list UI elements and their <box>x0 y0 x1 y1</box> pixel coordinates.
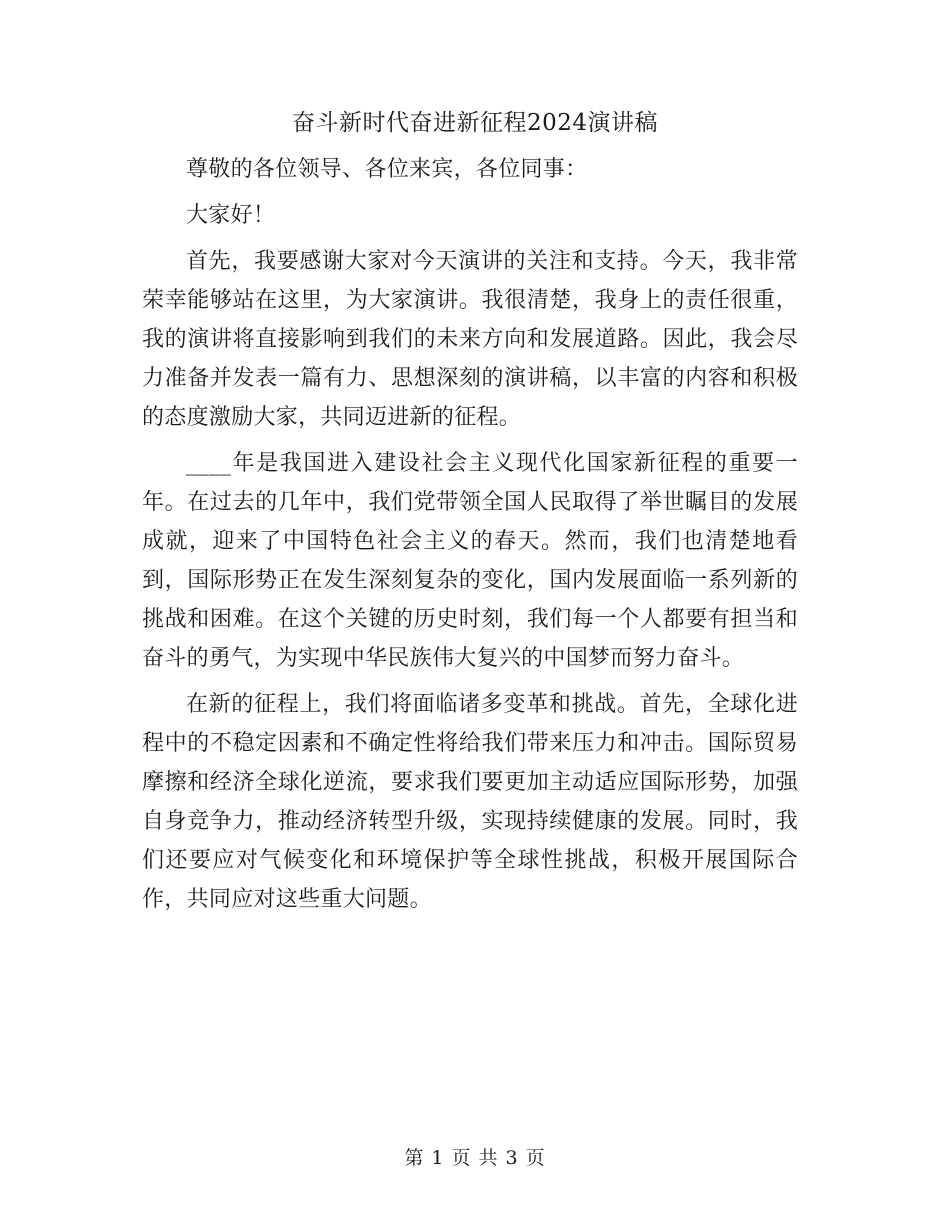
body-paragraph-2: ____年是我国进入建设社会主义现代化国家新征程的重要一年。在过去的几年中，我们党带领全国人民取得了举世瞩目的发展成就，迎来了中国特色社会主义的春天。然而，我们也清楚地看到，国际形势正在发生深刻复杂的变化，国内发展面临一系列新的挑战和困难。在这个关键的历史时刻，我们每一个人都要有担当和奋斗的勇气，为实现中华民族伟大复兴的中国梦而努力奋斗。 <box>142 451 798 671</box>
document-body <box>142 150 798 926</box>
document-title: 奋斗新时代奋进新征程2024演讲稿 <box>291 110 659 136</box>
salutation-paragraph: 尊敬的各位领导、各位来宾，各位同事： <box>186 157 588 182</box>
body-paragraph-3: 在新的征程上，我们将面临诸多变革和挑战。首先，全球化进程中的不稳定因素和不确定性将给我们带来压力和冲击。国际贸易摩擦和经济全球化逆流，要求我们要更加主动适应国际形势，加强自身竞争力，推动经济转型升级，实现持续健康的发展。同时，我们还要应对气候变化和环境保护等全球性挑战，积极开展国际合作，共同应对这些重大问题。 <box>142 692 798 912</box>
body-paragraph-1: 首先，我要感谢大家对今天演讲的关注和支持。今天，我非常荣幸能够站在这里，为大家演讲。我很清楚，我身上的责任很重，我的演讲将直接影响到我们的未来方向和发展道路。因此，我会尽力准备并发表一篇有力、思想深刻的演讲稿，以丰富的内容和积极的态度激励大家，共同迈进新的征程。 <box>142 249 798 430</box>
page-footer: 第 1 页 共 3 页 <box>404 1147 546 1169</box>
greeting-paragraph: 大家好！ <box>186 203 276 228</box>
